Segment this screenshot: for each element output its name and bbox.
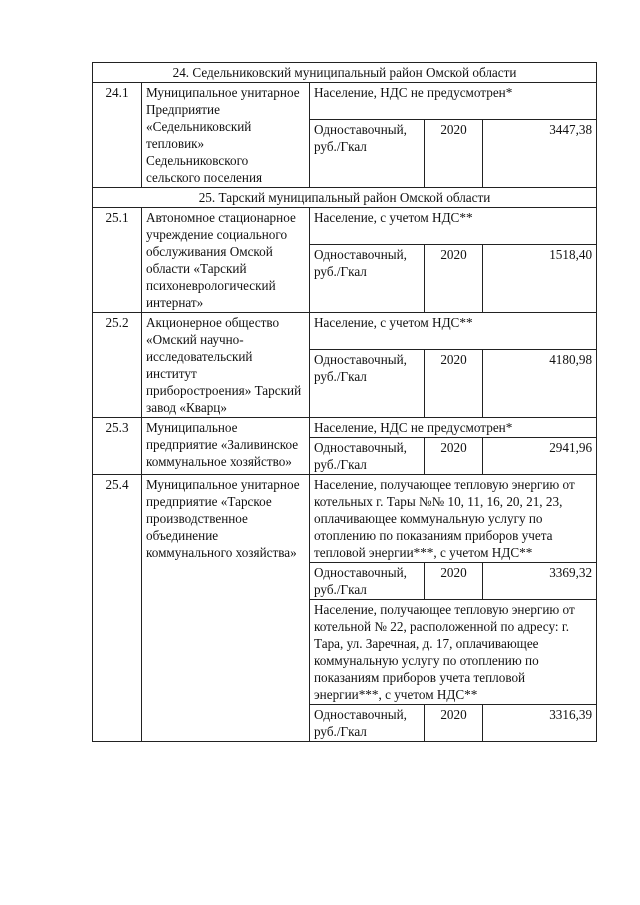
section-row	[93, 63, 597, 83]
organization-name: Муниципальное унитарное Предприятие «Седельниковский тепловик» Седельниковского сельского поселения	[142, 83, 310, 188]
organization-name: Муниципальное унитарное предприятие «Тарское производственное объединение коммунального хозяйства»	[142, 475, 310, 742]
consumer-category: Население, получающее тепловую энергию от котельной № 22, расположенной по адресу: г. Тара, ул. Заречная, д. 17, оплачивающее коммунальную услугу по отоплению по показаниям приборов учета тепловой энергии***, с учетом НДС**	[310, 600, 597, 705]
entry-number: 25.4	[93, 475, 142, 742]
table-row	[93, 475, 597, 563]
table-row	[93, 83, 597, 120]
tariff-unit: Одноставочный, руб./Гкал	[310, 349, 425, 417]
tariff-year: 2020	[425, 119, 483, 187]
tariff-year: 2020	[425, 438, 483, 475]
section-title: 24. Седельниковский муниципальный район Омской области	[93, 63, 597, 83]
entry-number: 24.1	[93, 83, 142, 188]
organization-name: Акционерное общество «Омский научно-исследовательский институт приборостроения» Тарский завод «Кварц»	[142, 313, 310, 418]
consumer-category: Население, НДС не предусмотрен*	[310, 83, 597, 120]
table-row	[93, 418, 597, 438]
tariff-unit: Одноставочный, руб./Гкал	[310, 244, 425, 312]
tariff-value: 4180,98	[483, 349, 597, 417]
entry-number: 25.2	[93, 313, 142, 418]
tariff-table	[92, 62, 597, 742]
tariff-year: 2020	[425, 349, 483, 417]
tariff-unit: Одноставочный, руб./Гкал	[310, 119, 425, 187]
tariff-value: 3369,32	[483, 563, 597, 600]
table-row	[93, 313, 597, 350]
consumer-category: Население, получающее тепловую энергию от котельных г. Тары №№ 10, 11, 16, 20, 21, 23, оплачивающее коммунальную услугу по отоплению по показаниям приборов учета тепловой энергии***, с учетом НДС**	[310, 475, 597, 563]
tariff-unit: Одноставочный, руб./Гкал	[310, 438, 425, 475]
table-row	[93, 208, 597, 245]
tariff-year: 2020	[425, 244, 483, 312]
consumer-category: Население, с учетом НДС**	[310, 313, 597, 350]
tariff-year: 2020	[425, 705, 483, 742]
section-title: 25. Тарский муниципальный район Омской области	[93, 188, 597, 208]
entry-number: 25.1	[93, 208, 142, 313]
tariff-value: 1518,40	[483, 244, 597, 312]
section-row	[93, 188, 597, 208]
organization-name: Муниципальное предприятие «Заливинское коммунальное хозяйство»	[142, 418, 310, 475]
tariff-value: 2941,96	[483, 438, 597, 475]
tariff-value: 3316,39	[483, 705, 597, 742]
consumer-category: Население, с учетом НДС**	[310, 208, 597, 245]
entry-number: 25.3	[93, 418, 142, 475]
consumer-category: Население, НДС не предусмотрен*	[310, 418, 597, 438]
tariff-value: 3447,38	[483, 119, 597, 187]
tariff-unit: Одноставочный, руб./Гкал	[310, 705, 425, 742]
tariff-year: 2020	[425, 563, 483, 600]
tariff-unit: Одноставочный, руб./Гкал	[310, 563, 425, 600]
organization-name: Автономное стационарное учреждение социального обслуживания Омской области «Тарский психоневрологический интернат»	[142, 208, 310, 313]
